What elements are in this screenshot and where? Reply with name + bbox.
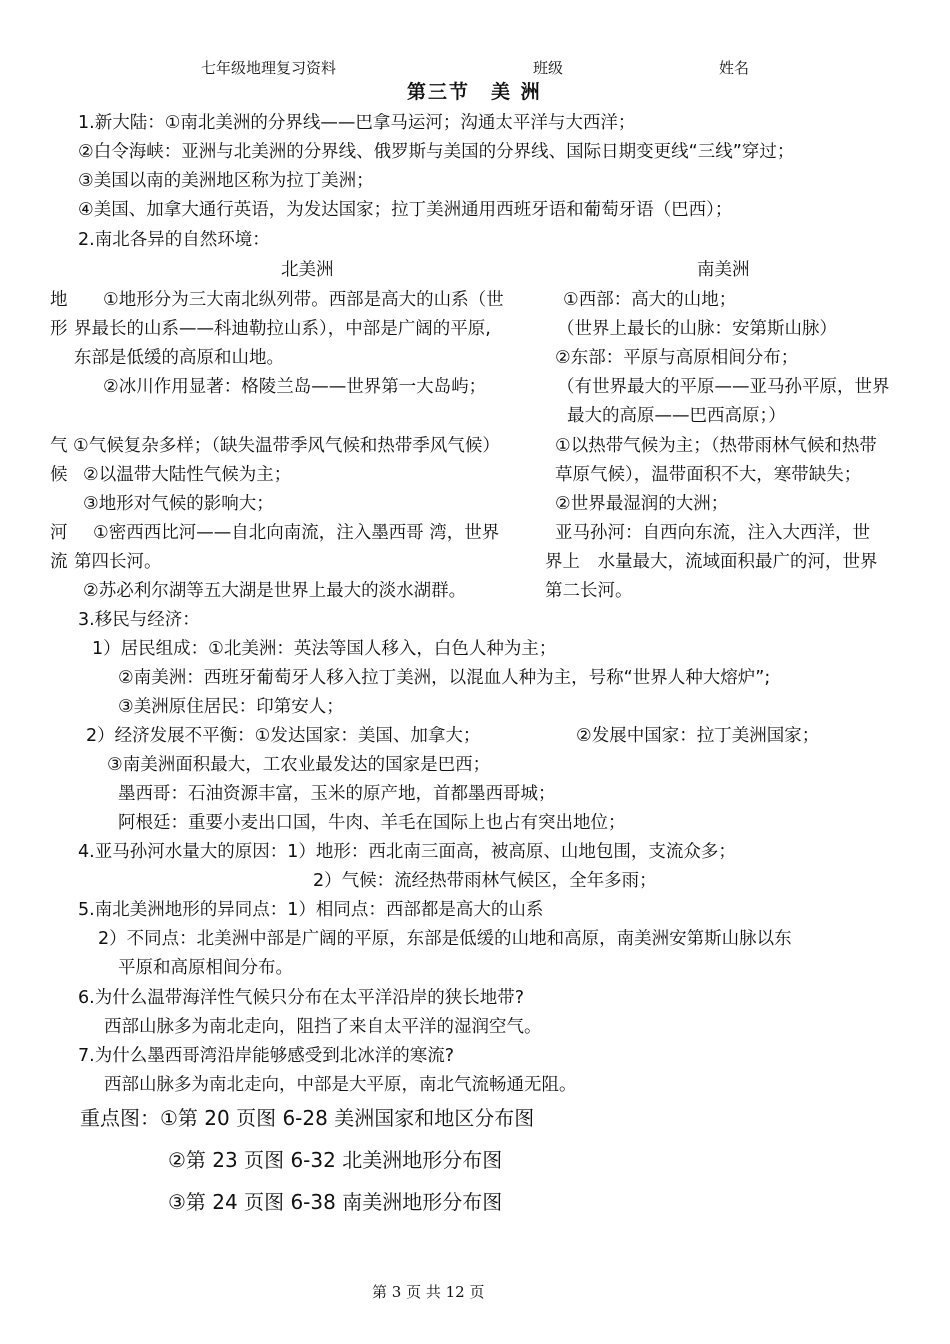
- terrain-south-1: ①西部：高大的山地；: [563, 290, 737, 310]
- row-label-river-1: 河: [50, 523, 68, 543]
- s3-line-4b: ②发展中国家：拉丁美洲国家；: [576, 726, 820, 746]
- climate-north-1: ①气候复杂多样；（缺失温带季风气候和热带季风气候）: [73, 436, 500, 456]
- col-south-america: 南美洲: [697, 260, 750, 280]
- header-grade: 七年级地理复习资料: [201, 59, 337, 77]
- col-north-america: 北美洲: [281, 260, 334, 280]
- terrain-north-1: ①地形分为三大南北纵列带。西部是高大的山系（世: [103, 290, 504, 310]
- s3-line-7: 阿根廷：重要小麦出口国，牛肉、羊毛在国际上也占有突出地位；: [118, 813, 626, 833]
- header-name-label: 姓名: [719, 59, 750, 77]
- river-south-1: 亚马孙河：自西向东流，注入大西洋，世: [555, 523, 870, 543]
- s3-line-3: ③美洲原住居民：印第安人；: [118, 697, 344, 717]
- river-south-2: 界上 水量最大，流域面积最广的河，世界: [545, 552, 878, 572]
- key-map-2: ②第 23 页图 6-32 北美洲地形分布图: [168, 1148, 503, 1172]
- page-title: 第三节 美 洲: [407, 81, 542, 103]
- s4-line-2: 2）气候：流经热带雨林气候区，全年多雨；: [313, 871, 657, 891]
- s7-answer: 西部山脉多为南北走向，中部是大平原，南北气流畅通无阻。: [104, 1075, 577, 1095]
- key-map-3: ③第 24 页图 6-38 南美洲地形分布图: [168, 1190, 503, 1214]
- river-north-3: ②苏必利尔湖等五大湖是世界上最大的淡水湖群。: [83, 581, 467, 601]
- s3-line-2: ②南美洲：西班牙葡萄牙人移入拉丁美洲，以混血人种为主，号称“世界人种大熔炉”;: [118, 668, 771, 688]
- terrain-south-4: （有世界最大的平原——亚马孙平原，世界: [557, 377, 890, 397]
- s3-heading: 3.移民与经济：: [78, 610, 200, 630]
- s6-question: 6.为什么温带海洋性气候只分布在太平洋沿岸的狭长地带?: [78, 988, 524, 1008]
- s1-line-1: 1.新大陆：①南北美洲的分界线——巴拿马运河；沟通太平洋与大西洋；: [78, 113, 636, 133]
- s5-line-3: 平原和高原相间分布。: [118, 958, 293, 978]
- terrain-north-4: ②冰川作用显著：格陵兰岛——世界第一大岛屿；: [103, 377, 487, 397]
- climate-south-2: 草原气候），温带面积不大，寒带缺失；: [555, 465, 862, 485]
- row-label-climate-1: 气: [50, 436, 68, 456]
- river-south-3: 第二长河。: [545, 581, 633, 601]
- river-north-1: ①密西西比河——自北向南流，注入墨西哥 湾，世界: [93, 523, 500, 543]
- terrain-south-3: ②东部：平原与高原相间分布；: [555, 348, 799, 368]
- terrain-north-2: 界最长的山系——科迪勒拉山系），中部是广阔的平原,: [74, 319, 491, 339]
- s2-heading: 2.南北各异的自然环境：: [78, 230, 270, 250]
- s5-line-1: 5.南北美洲地形的异同点：1）相同点：西部都是高大的山系: [78, 900, 544, 920]
- climate-south-3: ②世界最湿润的大洲；: [555, 494, 729, 514]
- climate-south-1: ①以热带气候为主；（热带雨林气候和热带: [555, 436, 877, 456]
- page-number: 第 3 页 共 12 页: [372, 1283, 485, 1301]
- river-north-2: 第四长河。: [74, 552, 162, 572]
- row-label-terrain-1: 地: [50, 290, 68, 310]
- climate-north-3: ③地形对气候的影响大；: [83, 494, 274, 514]
- climate-north-2: ②以温带大陆性气候为主；: [83, 465, 292, 485]
- s3-line-4a: 2）经济发展不平衡：①发达国家：美国、加拿大；: [86, 726, 481, 746]
- s3-line-1: 1）居民组成：①北美洲：英法等国人移入，白色人种为主；: [92, 639, 557, 659]
- s7-question: 7.为什么墨西哥湾沿岸能够感受到北冰洋的寒流?: [78, 1046, 454, 1066]
- key-map-1: 重点图：①第 20 页图 6-28 美洲国家和地区分布图: [80, 1106, 535, 1130]
- row-label-terrain-2: 形: [50, 319, 68, 339]
- row-label-river-2: 流: [50, 552, 68, 572]
- terrain-north-3: 东部是低缓的高原和山地。: [74, 348, 284, 368]
- terrain-south-2: （世界上最长的山脉：安第斯山脉）: [557, 319, 837, 339]
- terrain-south-5: 最大的高原——巴西高原；）: [567, 406, 786, 426]
- s3-line-6: 墨西哥：石油资源丰富，玉米的原产地，首都墨西哥城；: [118, 784, 556, 804]
- s6-answer: 西部山脉多为南北走向，阻挡了来自太平洋的湿润空气。: [104, 1017, 542, 1037]
- s1-line-2: ②白令海峡：亚洲与北美洲的分界线、俄罗斯与美国的分界线、国际日期变更线“三线”穿过；: [78, 142, 795, 162]
- s3-line-5: ③南美洲面积最大，工农业最发达的国家是巴西；: [107, 755, 491, 775]
- s4-line-1: 4.亚马孙河水量大的原因：1）地形：西北南三面高，被高原、山地包围，支流众多；: [78, 842, 736, 862]
- s5-line-2: 2）不同点：北美洲中部是广阔的平原，东部是低缓的山地和高原，南美洲安第斯山脉以东: [98, 929, 792, 949]
- row-label-climate-2: 候: [50, 465, 68, 485]
- header-class-label: 班级: [533, 59, 564, 77]
- s1-line-3: ③美国以南的美洲地区称为拉丁美洲；: [78, 171, 374, 191]
- s1-line-4: ④美国、加拿大通行英语，为发达国家；拉丁美洲通用西班牙语和葡萄牙语（巴西）；: [78, 200, 733, 220]
